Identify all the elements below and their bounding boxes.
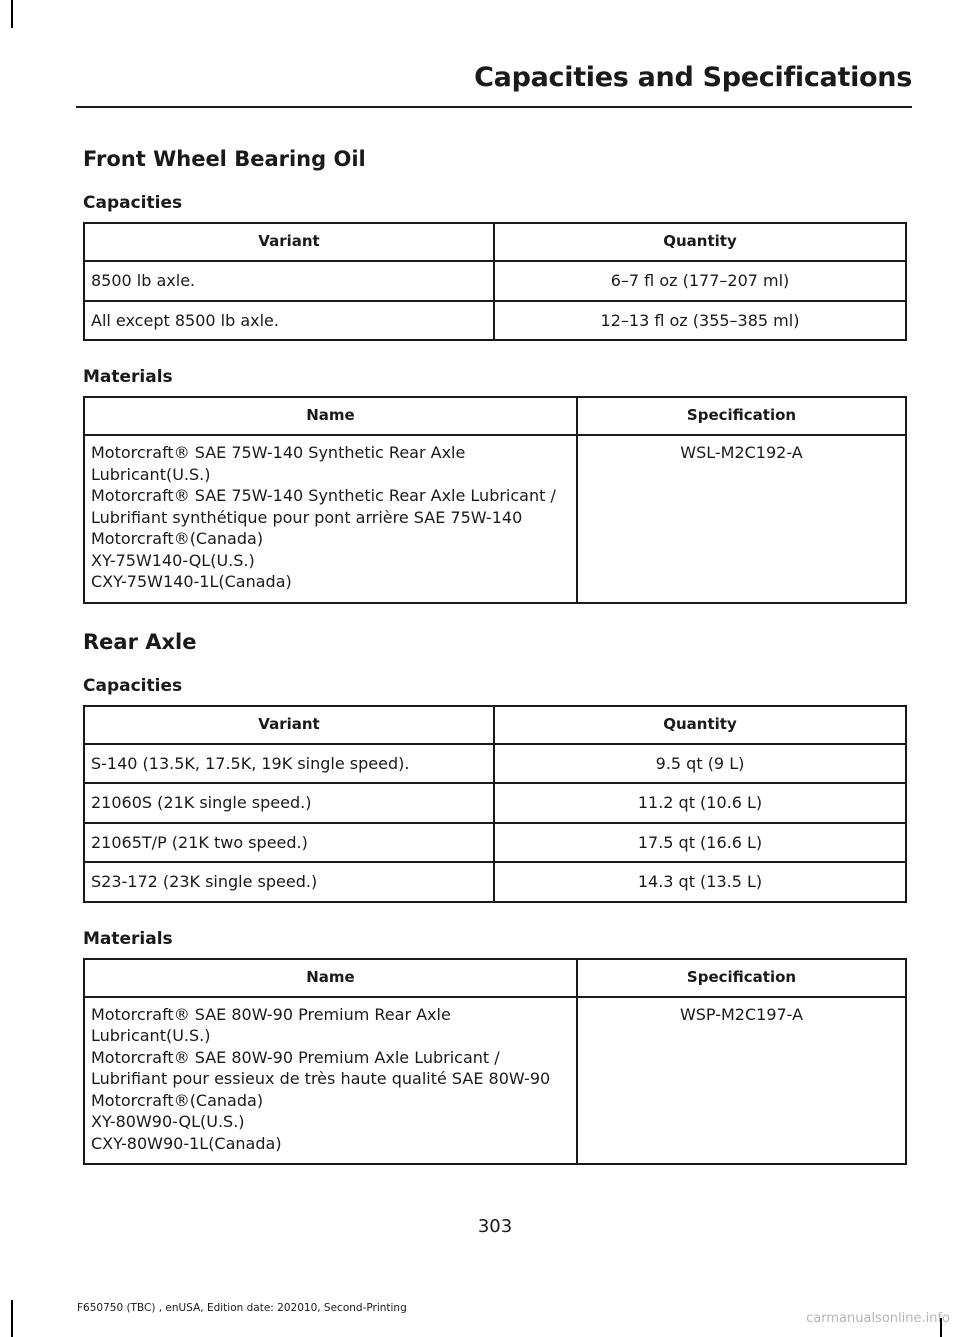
table-row <box>84 435 906 603</box>
capacities-heading: Capacities <box>83 675 183 696</box>
quantity-cell: 11.2 qt (10.6 L) <box>494 783 906 823</box>
table-row <box>84 261 906 301</box>
variant-cell: S23-172 (23K single speed.) <box>84 862 494 902</box>
column-header: Name <box>84 397 577 435</box>
specification-cell: WSP-M2C197-A <box>577 997 906 1165</box>
table-row <box>84 997 906 1165</box>
table-row <box>84 783 906 823</box>
main-content <box>83 143 905 1165</box>
table-row <box>84 823 906 863</box>
edition-footer: F650750 (TBC) , enUSA, Edition date: 202010, Second-Printing <box>77 1302 407 1314</box>
materials-table <box>83 958 907 1166</box>
variant-cell: 21065T/P (21K two speed.) <box>84 823 494 863</box>
table-header-row <box>84 959 906 997</box>
quantity-cell: 12–13 fl oz (355–385 ml) <box>494 301 906 341</box>
section-title: Front Wheel Bearing Oil <box>83 147 366 171</box>
capacities-heading: Capacities <box>83 193 183 213</box>
specification-cell: WSL-M2C192-A <box>577 435 906 603</box>
material-name-cell: Motorcraft® SAE 80W-90 Premium Rear Axle Lubricant(U.S.) Motorcraft® SAE 80W-90 Premium Axle Lubricant / Lubrifiant pour essieux de très haute qualité SAE 80W-90 Motorcraft®(Canada) XY-80W90-QL(U.S.) CXY-80W90-1L(Canada) <box>84 997 577 1165</box>
crop-mark-top-left <box>11 0 13 28</box>
quantity-cell: 14.3 qt (13.5 L) <box>494 862 906 902</box>
column-header: Specification <box>577 959 906 997</box>
materials-table <box>83 396 907 604</box>
section-title: Rear Axle <box>83 629 197 654</box>
column-header: Name <box>84 959 577 997</box>
capacities-table <box>83 222 907 341</box>
table-row <box>84 301 906 341</box>
column-header: Quantity <box>494 223 906 261</box>
variant-cell: 8500 lb axle. <box>84 261 494 301</box>
watermark: carmanualsonline.info <box>806 1311 950 1326</box>
table-row <box>84 744 906 784</box>
column-header: Variant <box>84 706 494 744</box>
materials-heading: Materials <box>83 928 173 949</box>
materials-heading: Materials <box>83 367 173 387</box>
table-header-row <box>84 223 906 261</box>
quantity-cell: 6–7 fl oz (177–207 ml) <box>494 261 906 301</box>
crop-mark-bottom-left <box>11 1300 13 1337</box>
page-number: 303 <box>477 1216 513 1237</box>
chapter-title: Capacities and Specifications <box>474 62 912 93</box>
column-header: Quantity <box>494 706 906 744</box>
quantity-cell: 17.5 qt (16.6 L) <box>494 823 906 863</box>
header-rule <box>76 106 912 108</box>
column-header: Specification <box>577 397 906 435</box>
table-row <box>84 862 906 902</box>
column-header: Variant <box>84 223 494 261</box>
variant-cell: 21060S (21K single speed.) <box>84 783 494 823</box>
material-name-cell: Motorcraft® SAE 75W-140 Synthetic Rear Axle Lubricant(U.S.) Motorcraft® SAE 75W-140 Synthetic Rear Axle Lubricant / Lubrifiant synthétique pour pont arrière SAE 75W-140 Motorcraft®(Canada) XY-75W140-QL(U.S.) CXY-75W140-1L(Canada) <box>84 435 577 603</box>
capacities-table <box>83 705 907 903</box>
table-header-row <box>84 397 906 435</box>
variant-cell: S-140 (13.5K, 17.5K, 19K single speed). <box>84 744 494 784</box>
table-header-row <box>84 706 906 744</box>
quantity-cell: 9.5 qt (9 L) <box>494 744 906 784</box>
variant-cell: All except 8500 lb axle. <box>84 301 494 341</box>
